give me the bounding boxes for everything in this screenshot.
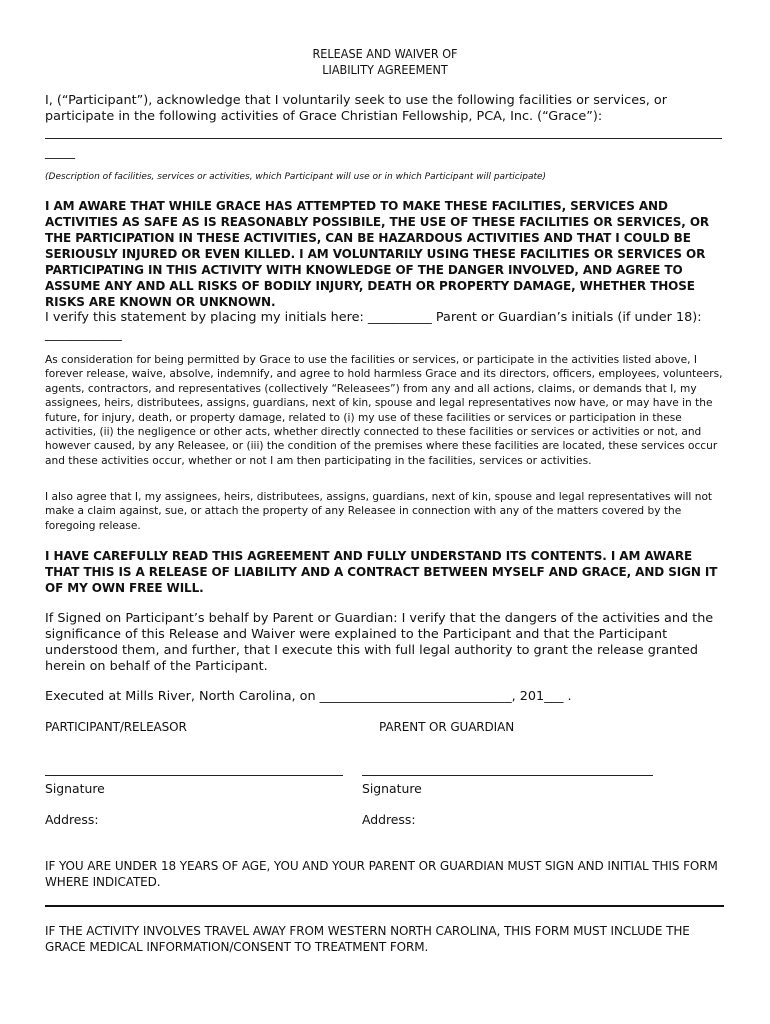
guardian-signature-label: Signature <box>362 781 422 796</box>
guardian-label: PARENT OR GUARDIAN <box>379 720 515 734</box>
travel-notice: IF THE ACTIVITY INVOLVES TRAVEL AWAY FROM WESTERN NORTH CAROLINA, THIS FORM MUST INCLUDE THE GRACE MEDICAL INFORMATION/CONSENT TO TREATMENT FORM. <box>45 924 690 954</box>
description-caption: (Description of facilities, services or activities, which Participant will use or in which Participant will participate) <box>45 172 547 182</box>
under18-notice: IF YOU ARE UNDER 18 YEARS OF AGE, YOU AND YOUR PARENT OR GUARDIAN MUST SIGN AND INITIAL THIS FORM WHERE INDICATED. <box>45 859 718 889</box>
participant-signature-label: Signature <box>45 781 105 796</box>
intro-paragraph: I, (“Participant”), acknowledge that I voluntarily seek to use the following facilities or services, or participate in the following activities of Grace Christian Fellowship, PCA, Inc. (“Grace”): <box>45 93 667 124</box>
consideration-paragraph: As consideration for being permitted by Grace to use the facilities or services, or participate in the activities listed above, I forever release, waive, absolve, indemnify, and agree to hold harmless Grace and its directors, officers, employees, volunteers, agents, contractors, and representatives (collectively “Releasees”) from any and all actions, claims, or demands that I, my assignees, heirs, distributees, assigns, guardians, next of kin, spouse and legal representatives now have, or may have in the future, for injury, death, or property damage, related to (i) my use of these facilities or services or participation in these activities, (ii) the negligence or other acts, whether directly connected to these facilities or services or activities or not, and however caused, by any Releasee, or (iii) the condition of the premises where these facilities are located, these services occur and these activities occur, whether or not I am then participating in the facilities, services or activities. <box>45 354 723 467</box>
executed-line: Executed at Mills River, North Carolina, on ______________________________, 201___ . <box>45 689 572 704</box>
participant-address-label: Address: <box>45 812 99 827</box>
title-line-1: RELEASE AND WAIVER OF <box>312 46 458 61</box>
description-blank-line[interactable] <box>45 138 722 139</box>
guardian-address-label: Address: <box>362 812 416 827</box>
aware-statement: I AM AWARE THAT WHILE GRACE HAS ATTEMPTED TO MAKE THESE FACILITIES, SERVICES AND ACTIVITIES AS SAFE AS IS REASONABLY POSSIBILE, THE USE OF THESE FACILITIES OR SERVICES, OR THE PARTICIPATION IN THESE ACTIVITIES, CAN BE HAZARDOUS ACTIVITIES AND THAT I COULD BE SERIOUSLY INJURED OR EVEN KILLED. I AM VOLUNTARILY USING THESE FACILITIES OR SERVICES OR PARTICIPATING IN THIS ACTIVITY WITH KNOWLEDGE OF THE DANGER INVOLVED, AND AGREE TO ASSUME ANY AND ALL RISKS OF BODILY INJURY, DEATH OR PROPERTY DAMAGE, WHETHER THOSE RISKS ARE KNOWN OR UNKNOWN. <box>45 199 710 309</box>
read-statement: I HAVE CAREFULLY READ THIS AGREEMENT AND FULLY UNDERSTAND ITS CONTENTS. I AM AWARE THAT THIS IS A RELEASE OF LIABILITY AND A CONTRACT BETWEEN MYSELF AND GRACE, AND SIGN IT OF MY OWN FREE WILL. <box>45 549 718 595</box>
participant-label: PARTICIPANT/RELEASOR <box>45 720 187 734</box>
agree-paragraph: I also agree that I, my assignees, heirs, distributees, assigns, guardians, next of kin, spouse and legal representatives will not make a claim against, sue, or attach the property of any Releasee in connection with any of the matters covered by the foregoing release. <box>45 491 713 532</box>
section-divider <box>45 905 724 907</box>
guardian-signature-line[interactable] <box>362 775 653 776</box>
participant-signature-line[interactable] <box>45 775 343 776</box>
initials-statement: I verify this statement by placing my initials here: __________ Parent or Guardian’s initials (if under 18): ____________ <box>45 310 702 342</box>
guardian-paragraph: If Signed on Participant’s behalf by Parent or Guardian: I verify that the dangers of the activities and the significance of this Release and Waiver were explained to the Participant and that the Participant understood them, and further, that I execute this with full legal authority to grant the release granted herein on behalf of the Participant. <box>45 611 714 674</box>
description-short-underline: _____ <box>45 145 75 159</box>
title-line-2: LIABILITY AGREEMENT <box>322 62 448 77</box>
document-title <box>0 46 770 78</box>
